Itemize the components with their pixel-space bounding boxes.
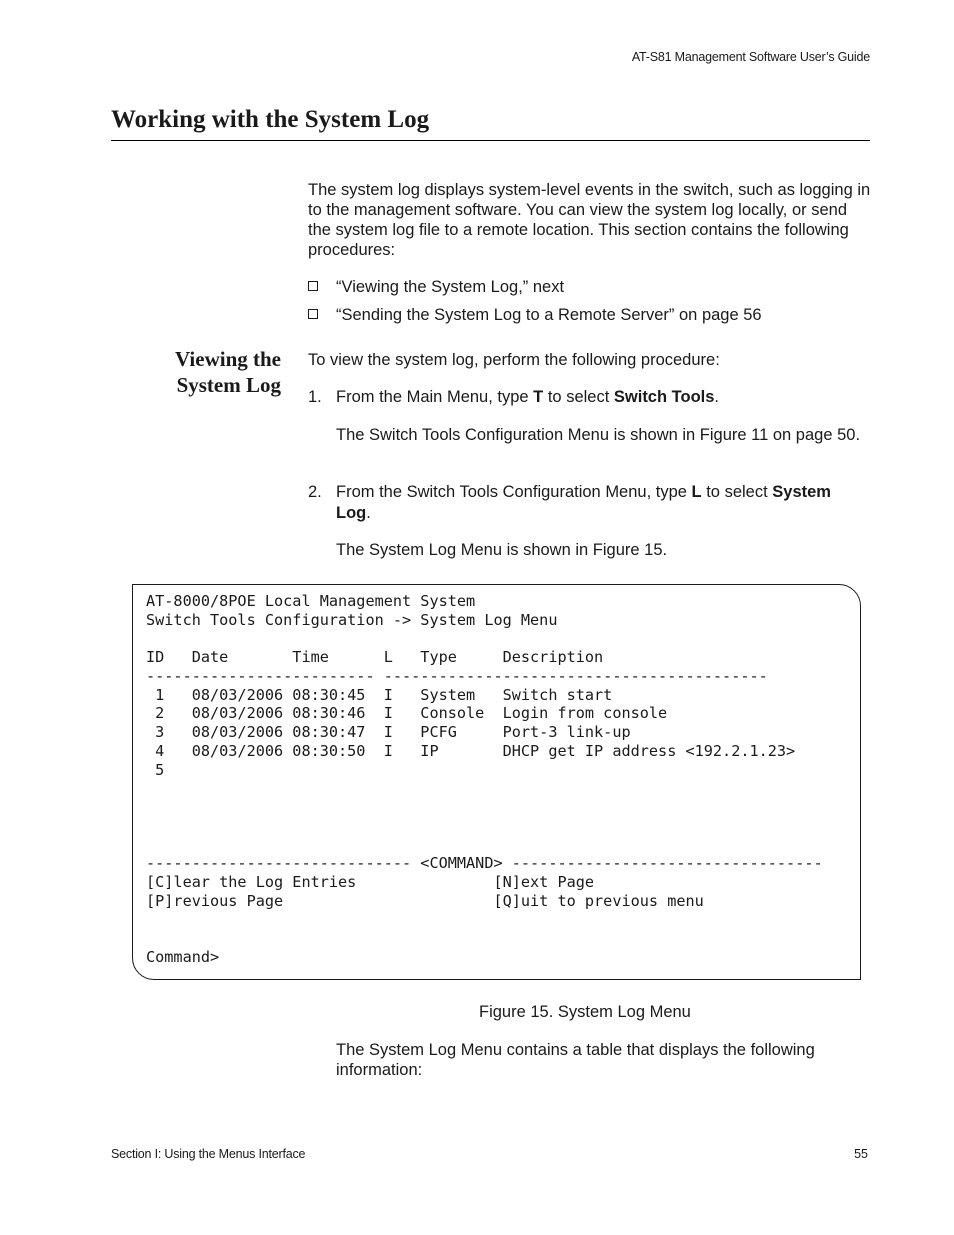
procedure-bullet: [308, 278, 564, 297]
command-separator: ----------------------------- <COMMAND> ----------------------------------: [146, 854, 823, 872]
bullet-link-text: “Sending the System Log to a Remote Server” on page 56: [336, 306, 762, 324]
checkbox-bullet-icon: [308, 309, 318, 319]
key-letter: T: [533, 388, 544, 406]
key-letter: L: [691, 483, 702, 501]
log-entry-row: 5: [146, 761, 165, 779]
title-rule: [111, 140, 870, 141]
step-number: 1.: [308, 388, 322, 406]
menu-target: Switch Tools: [613, 388, 715, 406]
intro-paragraph: The system log displays system-level events in the switch, such as logging in to the management software. You can view the system log locally, or send the system log file to a remote location. This section contains the following procedures:: [308, 181, 871, 259]
procedure-lead: To view the system log, perform the following procedure:: [308, 351, 720, 369]
terminal-line: AT-8000/8POE Local Management System: [146, 592, 476, 610]
heading-line: Viewing the: [175, 347, 281, 371]
command-prompt: Command>: [146, 948, 220, 966]
command-options: [C]lear the Log Entries [N]ext Page: [146, 873, 595, 891]
footer-section: Section I: Using the Menus Interface: [111, 1147, 306, 1161]
subsection-heading: [150, 346, 281, 398]
log-entry-row: 4 08/03/2006 08:30:50 I IP DHCP get IP address <192.2.1.23>: [146, 742, 796, 760]
procedure-bullet: [308, 306, 762, 325]
step-number: 2.: [308, 483, 322, 501]
checkbox-bullet-icon: [308, 281, 318, 291]
menu-target: System Log: [336, 483, 831, 522]
log-entry-row: 3 08/03/2006 08:30:47 I PCFG Port-3 link-up: [146, 723, 631, 741]
closing-paragraph: The System Log Menu contains a table that displays the following information:: [336, 1041, 815, 1079]
step-instruction: From the Main Menu, type T to select Switch Tools.: [336, 388, 720, 406]
figure-caption: Figure 15. System Log Menu: [479, 1003, 691, 1021]
terminal-separator: ------------------------- ------------------------------------------: [146, 667, 768, 685]
bullet-link-text: “Viewing the System Log,” next: [336, 278, 565, 296]
page-number: 55: [854, 1147, 868, 1161]
running-header: AT-S81 Management Software User’s Guide: [631, 50, 870, 64]
terminal-line: Switch Tools Configuration -> System Log Menu: [146, 611, 558, 629]
step-note: The System Log Menu is shown in Figure 15.: [336, 541, 668, 559]
command-options: [P]revious Page [Q]uit to previous menu: [146, 892, 704, 910]
log-entry-row: 2 08/03/2006 08:30:46 I Console Login from console: [146, 704, 668, 722]
step-instruction: From the Switch Tools Configuration Menu, type L to select System Log.: [336, 483, 831, 522]
step-note: The Switch Tools Configuration Menu is shown in Figure 11 on page 50.: [336, 426, 861, 444]
heading-line: System Log: [176, 373, 281, 397]
terminal-screen-frame: [132, 584, 861, 980]
terminal-column-headers: ID Date Time L Type Description: [146, 648, 604, 666]
section-title: Working with the System Log: [111, 106, 430, 133]
log-entry-row: 1 08/03/2006 08:30:45 I System Switch start: [146, 686, 613, 704]
